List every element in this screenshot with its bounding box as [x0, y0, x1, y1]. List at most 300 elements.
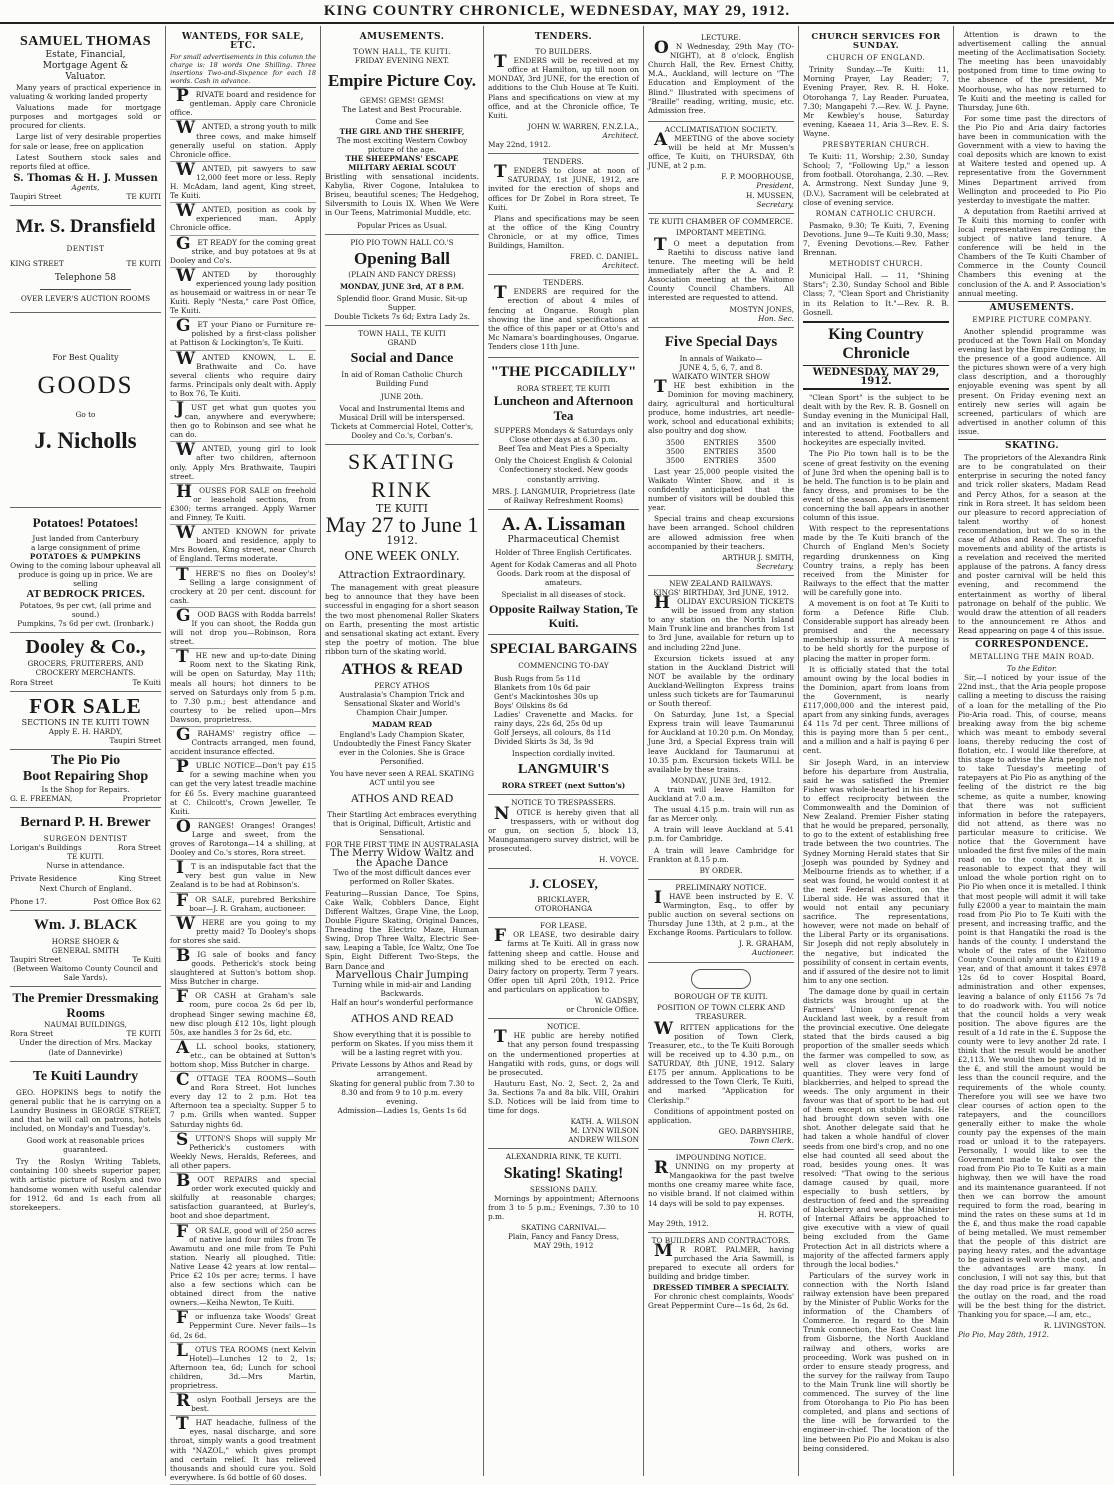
ad-text: Mornings by appointment; Afternoons from 3 to 5 p.m.; Evenings, 7.30 to 10 p.m. [488, 1193, 639, 1221]
ad-town: Te Kuiti [132, 677, 161, 687]
ad-text: TENDERS will be received at my office at Hamilton, up till noon on MONDAY, 3rd JUNE, for the erection of additions to the Club House at Te Kuiti. Plans and specifications on view at my office, and at the Chronicle office, Te Kuiti. [488, 52, 639, 120]
ad-line: MONDAY, JUNE 3rd, 1912. [670, 775, 772, 785]
ad-name: MOSTYN JONES, [729, 304, 794, 314]
classified-ad: GET your Piano or Furniture re-polished by a first-class polisher at Pattison & Lockington's, Te Kuiti. [170, 320, 316, 350]
ad-empire-pictures [325, 44, 479, 235]
ad-line: Rora Street [10, 1029, 54, 1039]
ad-line: PRELIMINARY NOTICE. [675, 882, 767, 892]
classified-ad: FOR CASH at Graham's sale room, pure cocoa 2s 6d per lb, drophead Singer sewing machine £8, new disc plough £12 10s, light plough 50s, axe handles 3 for 2s 6d, etc. [170, 991, 316, 1039]
ad-line: TENDERS. [543, 278, 584, 288]
ad-text: The management with great pleasure beg to announce that they have been successful in engaging for a short season the two most phenomenal Roller Skaters on Earth, presenting the most artistic and sensational skating act extant. Every step the poetry of motion. The blue ribbon turn of the skating world. [325, 583, 479, 656]
classified-ad: SUTTON'S Shops will supply Mr Petherick's customers with Weekly News, Heralds, Referees, and all other papers. [170, 1134, 316, 1173]
section-heading: CORRESPONDENCE. [958, 638, 1106, 650]
ad-dressmaking [10, 987, 161, 1061]
church-text: Municipal Hall. — 11, "Shining Stars"; 2.30, Sunday School and Bible Class; 7, "Clean Sport and Christianity in its Relation to It."—Rev. R. B. Gosnell. [803, 271, 949, 317]
ad-line: Specialist in all diseases of stock. [501, 590, 626, 600]
ad-title: FOR SALE [29, 693, 142, 718]
ad-line: Taupiri Street [10, 954, 62, 964]
entries-cell: ENTRIES [703, 446, 739, 456]
ad-line: Come and See [375, 117, 429, 127]
ad-name: ANDREW WILSON [568, 1135, 639, 1145]
ad-date: May 22nd, 1912. [488, 140, 551, 150]
ad-text: Special trains and cheap excursions have been arranged. School children are allowed admission free when accompanied by their teachers. [648, 514, 794, 551]
ad-brewer [10, 808, 161, 911]
classified-ad: BIG sale of books and fancy goods. Petherick's stock being slaughtered at Sutton's bottom shop. Miss Butcher in charge. [170, 950, 316, 989]
ad-line: Holder of Three English Certificates. [495, 547, 632, 557]
ad-line: BRICKLAYER, [537, 895, 590, 905]
ad-role: President, [756, 181, 794, 191]
ad-role: Architect. [602, 130, 639, 140]
ad-tender-builders [488, 44, 639, 154]
ad-name: G. E. FREEMAN, [10, 794, 73, 803]
letter-salutation: To the Editor. [1007, 664, 1057, 674]
subheading: EMPIRE PICTURE COMPANY. [972, 315, 1092, 324]
ad-line: Post Office Box 62 [93, 896, 161, 906]
ad-line: Good work at reasonable prices guaranteed. [26, 1136, 145, 1155]
column-1 [6, 26, 166, 1476]
ad-line: POTATOES & PUMPKINS [29, 551, 142, 561]
editorial-paragraph: It is officially stated that the total amount owing by the local bodies in the Dominion, apart from loans from the Government, is nearly £117,000,000 and the interest paid, apart from any sinking funds, averages £4 11s 7d per cent. Three millions of this is paying more than 5 per cent., and a million and a half is paying 6 per cent. [803, 664, 949, 756]
ad-line: ACCLIMATISATION SOCIETY. [664, 124, 778, 134]
news-paragraph: For some time past the directors of the Pio Pio and Aria dairy factories have been in communication with the Government with a view to having the coal deposits which are known to exist at Waitere tested and opened up. A representative from the Government Mines Department arrived from Wellington and proceeded to Pio Pio yesterday to investigate the matter. [958, 113, 1106, 205]
ad-line: Mortgage Agent & [42, 61, 129, 71]
ad-line: JUNE 20th. [380, 391, 424, 401]
editorial-paragraph: The damage done by quail in certain districts was brought up at the Farmers' Union conference at Auckland last week, by a result from the provincial executive. One delegate stated that the birds caused a big proportion of the smaller seeds which the farmer was compelled to sow, as well as clover leaves in large quantities. They were very fond of blackberries, and helped to spread the weeds. The only argument in their favour was that of sport to be had out of them except on stubble lands. He had brought down seven with one shot. Another delegate said that he had taken a whole handful of clover seeds from one bird's crop, and no one else had counted all seed about the road, besides young ones. It was resolved: "That owing to the serious damage caused by quail, more especially to bush settlers, by destruction of feed and the spreading of blackberry and weeds, the Minister of Internal Affairs be approached to give executive with a view of quail being excluded from the Game Protection Act in all districts where a majority of the affected farmers apply through the local bodies." [803, 986, 949, 1269]
ad-line: Beef Tea and Meat Pies a Specialty [498, 444, 629, 454]
ad-line: TOWN HALL, TE KUITI. [353, 47, 451, 57]
ad-line: Lorigan's Buildings [10, 843, 82, 853]
classified-ad: WHERE are you going to my pretty maid? To Dooley's shops for stores she said. [170, 918, 316, 948]
ad-text: Featuring—Russian Dance, Toe Spins, Cake Walk, Cobblers Dance, Eight Different Waltzes, Grape Vine, the Loop, Double Figure Skating, Original Dances, Threading the Electric Maze, Human Swing, Drop Three Waltz, Electric See-saw, Leaping a Table, Ice Waltz, One Toe Spin, Eight Different Two-Steps, the Barn Dance and [325, 888, 479, 971]
ad-line: Agent for Kodak Cameras and all Photo Goods. Dark room at the disposal of amateurs. [490, 560, 637, 588]
ad-text: Excursion tickets issued at any station in the Auckland District will NOT be available by the ordinary Auckland-Wellington Express trains unless such tickets are for Taumarunui or South thereof. [648, 653, 794, 709]
ad-line: TENDERS. [543, 157, 584, 167]
ad-line: MILITARY AERIAL SCOUT [348, 162, 456, 172]
ad-nicholls [10, 313, 161, 508]
ad-line: DRESSED TIMBER A SPECIALTY. [652, 1283, 790, 1293]
classified-ad: ALL school books, stationery, etc., can be obtained at Sutton's bottom shop. Miss Butcher in charge. [170, 1042, 316, 1072]
classified-ad: WANTED, position as cook by experienced man. Apply Chronicle office. [170, 205, 316, 235]
ad-dransfield [10, 206, 161, 312]
ad-text: TENDERS are required for the erection of about 4 miles of fencing at Ongarue. Rough plan showing the line and specifications at the office of this paper or at Otto's and Mc Namara's boardinghouses, Ongarue. Tenders close 11th June. [488, 283, 639, 351]
ad-name: ARTHUR J. SMITH, [722, 552, 794, 562]
ad-text: GEO. HOPKINS begs to notify the general public that he is carrying on a Laundry Business in GEORGE STREET, and that he will call on patrons, hotels included, on Monday's and Tuesday's. [10, 1087, 161, 1133]
ad-title: Empire Picture Coy. [327, 71, 477, 91]
ad-line: HORSE SHOER & [51, 936, 120, 946]
ad-preliminary [648, 880, 794, 963]
classified-ad: GOOD BAGS with Rodda barrels! If you can shoot, the Rodda gun will not drop you—Robinson, Rora street. [170, 610, 316, 649]
ad-line: 1912. [386, 534, 418, 548]
classified-ad: FOR SALE, purebred Berkshire boar—J. R. Graham, auctioneer. [170, 895, 316, 916]
ad-line: a large consignment of prime [30, 542, 141, 552]
church-text: Te Kuiti: 11, Worship; 2.30, Sunday School; 7, "Following Up," a lesson from football. Otorohanga, 2.30. —Rev. A. Armstrong. Next Sunday June 9, (D.V.), Sacrament will be celebrated at close of evening service. [803, 152, 949, 207]
column-6-editorial [799, 26, 954, 1476]
ad-role: Town Clerk. [749, 1135, 794, 1145]
ad-title: Potatoes! Potatoes! [32, 514, 139, 530]
news-paragraphs [958, 30, 1106, 298]
ad-piccadilly [488, 358, 639, 510]
news-paragraph: A deputation from Raetihi arrived at Te Kuiti this morning to confer with local representatives regarding the subject of native land tenure. A conference will be held in the Chambers of the Te Kuiti Chamber of Commerce in the County Council Chambers this evening at the conclusion of the A. and P. Association's annual meeting. [958, 206, 1106, 298]
ad-railways [648, 576, 794, 880]
ad-text: THE best exhibition in the Dominion for moving machinery, dairy, agricultural and horticultural produce, home industries, art needle-work, school and educational exhibits; also poultry and dog show. [648, 377, 794, 436]
ad-line: Marvellous Chair Jumping [335, 969, 469, 981]
ad-builders-contractors [648, 1233, 794, 1317]
column-7-correspondence [954, 26, 1110, 1476]
church-name: PRESBYTERIAN CHURCH. [822, 141, 930, 150]
ad-line: RORA STREET, TE KUITI [516, 384, 611, 393]
ad-title: Bernard P. H. Brewer [20, 815, 151, 831]
bargain-item: Gent's Mackintoshes 30s up [494, 691, 599, 701]
editorial-paragraph: Particulars of the survey work in connection with the North Island railway extension have been prepared by the Minister of Public Works for the information of the Chambers of Commerce. In regard to the Main Trunk connection, the East Coast line from Gisborne, the North Auckland railway and others, works are proceeding. Work was pushed on in order to ensure steady progress, and the survey for the railway from Taupo to the Main Trunk line will shortly be commenced. The survey of the line from Otorohanga to Pio Pio has been completed, and plans and sections of the line will be forwarded to the engineer-in-chief. The location of the line between Pio Pio and Mokau is also being considered. [803, 1270, 949, 1453]
ad-line: THE SHEEPMANS' ESCAPE [345, 153, 459, 163]
ad-text: A train will leave Hamilton for Auckland at 7.0 a.m. [648, 784, 794, 804]
ad-line: BY ORDER. [699, 865, 743, 875]
classified-ad: THERE'S no flies on Dooley's! Selling a large consignment of crockery at 20 per cent. discount for cash. [170, 569, 316, 608]
ad-line: Just landed from Canterbury [32, 533, 139, 543]
ad-line: Owing to the coming labour upheaval all produce is going up in price. We are selling [10, 560, 161, 588]
ad-line: Tickets at Commercial Hotel, Cotter's, Dooley and Co.'s, Corban's. [330, 421, 474, 440]
ad-text: AMEETING of the above society will be held at Mr Mussen's office, Te Kuiti, on THURSDAY, 6th JUNE, at 2 p.m. [648, 129, 794, 171]
ad-name: H. ROTH, [757, 1209, 794, 1219]
section-heading: WANTEDS, FOR SALE, ETC. [181, 32, 305, 52]
letter-signature: R. LIVINGSTON. [1043, 1320, 1106, 1330]
classified-ad: JUST get what gun quotes you can, anywhere and everywhere; then go to Robinson and see what he can do. [170, 403, 316, 442]
ad-line: GENERAL SMITH [51, 945, 120, 955]
ad-line: BOROUGH OF TE KUITI. [674, 991, 768, 1001]
ad-trespassers [488, 795, 639, 869]
entries-cell: 3500 [757, 437, 776, 447]
editorial-paragraph: "Clean Sport" is the subject to be dealt with by the Rev. R. B. Gosnell on Sunday evening in the Municipal Hall, and an invitation is extended to all interested to attend. Footballers and hockeyites are especially invited. [803, 392, 949, 448]
ad-title: SPECIAL BARGAINS [489, 641, 638, 658]
ad-black [10, 911, 161, 987]
ad-text: For chronic chest complaints, Woods' Great Peppermint Cure—1s 6d, 2s 6d. [648, 1292, 794, 1311]
section-heading: CHURCH SERVICES FOR SUNDAY. [811, 32, 941, 52]
article-text: Another splendid programme was produced at the Town Hall on Monday evening last by the Empire Company, in the presence of a good audience. All the pictures shown were of a very high class description, and a thoroughly enjoyable evening was spent by all present. On Friday evening next an entirely new series will again be screened, particulars of which are advertised in another column of this issue. [958, 326, 1106, 436]
ad-text: Large list of very desirable properties for sale or lease, free on application [10, 132, 161, 151]
ad-text: HOLIDAY EXCURSION TICKETS will be issued from any station to any station on the North Island Main Trunk line and branches from 1st to 3rd June, available for return up to and including 22nd June. [648, 593, 794, 652]
section-heading: AMUSEMENTS. [359, 32, 445, 42]
ad-line: Phone 17. [10, 896, 47, 906]
ad-line: In aid of Roman Catholic Church Building Fund [341, 370, 463, 389]
classified-ad: LOTUS TEA ROOMS (next Kelvin Hotel)—Lunches 12 to 2, 1s; Afternoon tea, 6d; Lunch for school children, 3d.—Mrs Martin, proprietress. [170, 1345, 316, 1393]
ad-line: TE KUITI [376, 502, 428, 515]
ad-name: J. Nicholls [34, 427, 137, 453]
entries-cell: 3500 [666, 446, 685, 456]
ad-dooley [10, 633, 161, 691]
classified-ad: BOOT REPAIRS and special order work executed quickly and skilfully at reasonable charges; satisfaction guaranteed, at Burley's, boot and shoe department. [170, 1175, 316, 1223]
ad-name: H. VOYCE. [598, 855, 639, 864]
ad-name: W. GADSBY, [594, 996, 639, 1006]
classified-ad: THAT headache, fullness of the eyes, nasal discharge, and sore throat, simply wants a good treatment with "NAZOL," which gives prompt and certain relief. It has relieved thousands and should cure you. Sold everywhere. Is 6d bottle of 60 doses. [170, 1418, 316, 1485]
ad-text: TENDERS to close at noon of SATURDAY, 1st JUNE, 1912, are invited for the erection of shops and offices for Dr Zobel in Rora street, Te Kuiti. [488, 162, 639, 212]
ad-role: Auctioneer. [751, 948, 794, 958]
classified-ad: HOUSES FOR SALE on freehold or leasehold sections, from £300; terms arranged. Apply Warner and Finney, Te Kuiti. [170, 486, 316, 525]
column-5-notices [644, 26, 799, 1476]
ad-line: JUNE 4, 5, 6, 7, and 8. [679, 362, 763, 372]
classified-ad: WANTED KNOWN for private board and residence, apply to Mrs Bowden, King street, near Church of England. Terms moderate. [170, 527, 316, 566]
ad-title: The Premier Dressmaking [12, 990, 159, 1006]
ad-text: Bristling with sensational incidents. Kabylia, River Cogone, Intalukea to Briseu, beautiful scenes; The Hedgehog, Silversmith to Louis IX. When We Were in Our Teens, Matrimonial Muddle, etc. [325, 172, 479, 218]
ad-title: SKATING RINK [347, 449, 457, 502]
ad-tender-fencing [488, 275, 639, 358]
ad-text: A train will leave Auckland at 5.41 p.m. for Cambridge. [648, 825, 794, 844]
entries-list [666, 438, 776, 465]
ad-line: IMPOUNDING NOTICE. [675, 1153, 767, 1163]
ad-line: NAUMAI BUILDINGS, [44, 1020, 127, 1030]
ad-line: OTOROHANGA [534, 904, 593, 914]
ad-title: Skating! Skating! [503, 1164, 624, 1182]
ad-title: Opening Ball [354, 248, 450, 268]
ad-line: Nurse in attendance. [46, 861, 125, 871]
classified-ad: WANTED, pit sawyers to saw 12,000 feet more or less. Reply H. McAdam, land agent, King street, Te Kuiti. [170, 164, 316, 203]
ad-title: Boot Repairing Shop [22, 768, 149, 784]
ad-line: King Street [118, 874, 161, 884]
ad-text: A train will leave Cambridge for Frankton at 8.15 p.m. [648, 845, 794, 864]
ad-chamber-commerce [648, 214, 794, 328]
classified-ad: COTTAGE TEA ROOMS—South and Rora Street. Hot lunches every day 12 to 2 p.m. Hot tea Afternoon tea a specialty. Supper 5 to 7 p.m. Grills when wanted. Supper Saturday nights 6d. [170, 1074, 316, 1132]
masthead: KING COUNTRY CHRONICLE, WEDNESDAY, MAY 29, 1912. [0, 0, 1114, 24]
column-2-wanteds [166, 26, 321, 1482]
ad-line: Pharmaceutical Chemist [507, 534, 620, 545]
ad-address: KING STREET [10, 259, 64, 269]
ad-line: SKATING CARNIVAL— [520, 1222, 607, 1232]
classified-ad: PRIVATE board and residence for gentleman. Apply care Chronicle office. [170, 90, 316, 120]
ad-lissaman [488, 510, 639, 636]
entries-cell: ENTRIES [703, 455, 739, 465]
ad-name: FRED. C. DANIEL. [570, 252, 639, 262]
ad-line: Plain, Fancy and Fancy Dress, [507, 1232, 620, 1241]
ad-address: Rora Street [10, 677, 54, 687]
ad-line: TOWN HALL, TE KUITI [358, 329, 446, 339]
news-paragraph: Attention is drawn to the advertisement calling the annual meeting of the Acclimatisation Society. The meeting has been unavoidably postponed from time to time owing to the absence of the president, Mr Moorhouse, who has now returned to Te Kuiti and the meeting is called for Thursday, June 6th. [958, 30, 1106, 112]
ad-name: H. MUSSEN, [745, 190, 794, 200]
ad-text: WRITTEN applications for the position of Town Clerk, Treasurer, etc., to the Te Kuiti Borough will be received up to 4.30 p.m., on SATURDAY, 8th JUNE, 1912. Salary £175 per annum. Applications to be addressed to the Town Clerk, Te Kuiti, and marked "Application for Clerkship." [648, 1018, 794, 1105]
ad-role: Secretary. [756, 561, 794, 571]
ad-acclimatisation [648, 122, 794, 214]
ad-line: NEW ZEALAND RAILWAYS. [669, 578, 773, 588]
ad-line: For Best Quality [52, 352, 119, 362]
ad-line: CROCKERY MERCHANTS. [35, 668, 136, 678]
ad-title: Dooley & Co., [25, 636, 146, 659]
ad-winter-show [648, 328, 794, 576]
subheading: METALLING THE MAIN ROAD. [969, 653, 1095, 662]
ad-line: PIO PIO TOWN HALL CO.'S [350, 237, 454, 247]
ad-line: You have never seen A REAL SKATING ACT until you see [330, 768, 474, 787]
section-heading: AMUSEMENTS. [958, 301, 1106, 313]
ad-name: KATH. A. WILSON [570, 1117, 639, 1127]
ad-line: Attraction Extraordinary. [338, 570, 466, 582]
ad-skating-rink [325, 445, 479, 1119]
ad-samuel-thomas [10, 30, 161, 206]
ad-line: The Latest and Best Procurable. [342, 105, 462, 115]
ad-line: Admission—Ladies 1s, Gents 1s 6d [337, 1105, 467, 1115]
ad-name: M. LYNN WILSON [570, 1126, 639, 1136]
ad-line: SECTIONS IN TE KUITI TOWN [21, 717, 150, 727]
section-heading: TENDERS. [534, 32, 593, 42]
ad-title: Te Kuiti Laundry [32, 1068, 139, 1084]
entries-cell: 3500 [757, 446, 776, 456]
ad-line: ATHOS AND READ [350, 1011, 454, 1026]
ad-date: May 29th, 1912. [648, 1218, 709, 1228]
rates-note: For small advertisements in this column the charge is: 18 words One Shilling. Three insertions Two-and-Sixpence for each 18 words. Cash in advance. [170, 53, 316, 88]
editorial-paragraph: With respect to the representations made by the Te Kuiti branch of the Church of England Men's Society regarding drunkenness on King Country trains, a reply has been received from the Minister for Railways to the effect that the matter will be carefully gone into. [803, 524, 949, 597]
ad-opening-ball [325, 235, 479, 327]
ad-line: Next Church of England. [39, 883, 132, 893]
ad-line: TE KUITI [126, 1029, 161, 1039]
ad-title: Social and Dance [350, 351, 454, 367]
newspaper-columns [6, 26, 1110, 1482]
bargain-item: Ladies' Cravenette and Macks. for rainy days, 22s 6d, 25s 0d up [494, 709, 633, 728]
ad-line: Pumpkins, 7s 6d per cwt. (Ironbark.) [17, 619, 154, 629]
classified-ad: ORANGES! Oranges! Oranges! Large and sweet, from the groves of Rarotonga—14 a shilling, at Dooley and Co.'s stores, Rora street. [170, 821, 316, 860]
ad-line: Under the direction of Mrs. Mackay (late of Dannevirke) [18, 1038, 153, 1057]
ad-for-lease [488, 918, 639, 1019]
ad-line: Their Startling Act embraces everything that is Original, Difficult, Artistic and Sensational. [327, 810, 477, 838]
ad-line: GEMS! GEMS! GEMS! [359, 96, 445, 106]
ad-name: F. P. MOORHOUSE, [721, 172, 794, 182]
ad-line: Inspection cordially invited. [511, 749, 616, 759]
ad-text: Last year 25,000 people visited the Waikato Winter Show, and it is confidently anticipated that the number of visitors will be doubled this year. [648, 466, 794, 513]
ad-potatoes [10, 508, 161, 634]
entries-row [666, 447, 776, 456]
church-text: Pasmako, 9.30; Te Kuiti, 7, Evening Devotions. June 9—Te Kuiti 9.30, Mass; 7, Evening Devotions.—Rev. Father Brennan. [803, 220, 949, 258]
ad-line: Double Tickets 7s 6d; Extra Lady 2s. [334, 312, 470, 322]
ad-line: The Merry Widow Waltz and the Apache Dance [329, 848, 475, 869]
ad-line: KINGS' BIRTHDAY, 3rd JUNE, 1912. [653, 587, 789, 597]
ad-line: GROCERS, FRUITERERS, AND [27, 659, 144, 669]
ad-line: Vocal and Instrumental Items and Musical Drill will be interspersed. [339, 403, 465, 422]
ad-text: Valuations made for mortgage purposes and mortgages sold or procured for clients. [10, 103, 161, 131]
ad-line: Australasia's Champion Trick and Sensational Skater and World's Champion Chair Jumper. [339, 690, 465, 718]
ad-line: NOTICE TO TRESPASSERS. [511, 798, 616, 808]
ad-line: FRIDAY EVENING NEXT. [354, 56, 450, 66]
ad-line: Estate, Financial, [45, 50, 126, 60]
ad-agents: S. Thomas & H. J. Mussen [13, 172, 158, 184]
column-4-tenders [484, 26, 644, 1476]
section-heading: SKATING. [958, 439, 1106, 451]
ad-line: Go to [75, 409, 96, 419]
ad-line: TO BUILDERS. [535, 47, 592, 57]
ad-text: TO meet a deputation from Raetihi to discuss native land tenure. The meeting will be held immediately after the A. and P. Association meeting at the Waitomo County Council Chambers. All interested are requested to attend. [648, 234, 794, 303]
ad-address: Taupiri Street [10, 192, 62, 202]
ad-role: or Chronicle Office. [566, 1005, 639, 1015]
church-name: ROMAN CATHOLIC CHURCH. [815, 209, 937, 218]
ad-name: J. R. GRAHAM, [738, 939, 794, 949]
ad-tender-shops [488, 154, 639, 275]
ad-title: "THE PICCADILLY" [490, 364, 637, 380]
ad-line: ONE WEEK ONLY. [344, 549, 460, 565]
ad-text: THE public are hereby notified that any person found trespassing on the undermentioned properties at Hangatiki with rods, guns, or dogs will be prosecuted. [488, 1027, 639, 1077]
entries-row [666, 438, 776, 447]
ad-role: Proprietor [122, 794, 161, 803]
entries-row [666, 456, 776, 465]
ad-line: Luncheon and Afternoon Tea [493, 393, 634, 424]
ad-line: FOR LEASE. [540, 921, 587, 931]
ad-line: OVER LEVER'S AUCTION ROOMS [20, 294, 151, 304]
ad-line: SUPPERS Mondays & Saturdays only [494, 426, 633, 436]
letter-text: Sir,—I noticed by your issue of the 22nd inst., that the Aria people propose calling a meeting to discuss the raising of a loan for the metalling of the Pio Pio-Aria road. This, of course, means breaking away from the big scheme which was meant to embody several loans, thereby reducing the cost of flotation, etc. I would like therefore, at this stage to advise the Aria people not to take Tuesday's meeting of ratepayers at Pio Pio as anything of the feeling of the district re the big scheme, as quite a number, knowing that there was not sufficient information in before the ratepayers, did not attend, as there was no particular measure to criticise. We notice that the Government have unloaded the first five miles of the main road on to the county, and it is reasonable to expect that they will unload the whole portion right on to Pio Pio when once it is metalled. I think that most people will admit it will take fully £2000 a year to maintain the main road from Pio Pio to Te Kuiti with the present, and increasing traffic, and the point is that Hangatiki the road is the hands of the county. I understand the whole of the rates of the Waitomo County Council only amount to £2119 a year, and of that amount it takes £978 12s 6d to cover Hospital Board, administration and other expenses, leaving a balance of only £1156 7s 7d to do roadwork with. You will notice that the council holds a very weak position. The above figures are the result of a 1d rate in the £. Suppose the county were to levy another 2d rate. I think that the result would be another £2,113. We would then be paying 1d in the £, and still the amount would be less than the council require, and the requirements of the whole county. Therefore you will see we have two clear courses of action open to the ratepayers, and the councillors generally either to make the whole county pay the expenses of the main road or unload it to the ratepayers. Personally, I would like to see the Government made to take over the road from Pio Pio to Te Kuiti as a main highway, then we will have the road and its maintenance guaranteed. If not then we can borrow the amount required to form the road, bearing in mind the rates on these sums at 1d in the £, and thus make the road capable of being metalled. We must remember that the people of this district are paying heavy rates, and the advantage to be gained is well worth the cost, and the advantages are many. In conclusion, I will not say this, but that the day road price is far greater than the outlay on the road, and the road will be the best thing for the district. Thanking you for space,—I am, etc., [958, 673, 1106, 1319]
ad-text: NOTICE is hereby given that all trespassers, with or without dog or gun, on section 5, block 13, Maungamangero survey district, will be prosecuted. [488, 803, 639, 853]
ad-title: The Pio Pio [50, 752, 121, 768]
ad-line: WAIKATO WINTER SHOW [671, 371, 771, 381]
ad-role: Architect. [602, 261, 639, 271]
ad-line: RORA STREET (next Sutton's) [501, 781, 626, 791]
ad-text: Plans and specifications may be seen at the office of the King Country Chronicle, or at my office, Times Buildings, Hamilton. [488, 213, 639, 250]
paper-date: WEDNESDAY, MAY 29, 1912. [803, 366, 949, 390]
ad-line: FOR THE FIRST TIME IN AUSTRALASIA [325, 840, 479, 850]
classified-ad: GRAHAMS' registry office — Contracts arranged, men found, accident insurance effected. [170, 729, 316, 759]
ad-text: Conditions of appointment posted on application. [648, 1106, 794, 1125]
ad-role: Secretary. [756, 199, 794, 209]
ad-title: ATHOS & READ [341, 661, 463, 679]
editorial-paragraphs [803, 393, 949, 1453]
ad-text: ON Wednesday, 29th May (TO-NIGHT), at 8 o'clock, English Church Hall, the Rev. Ernest Chitty, M.A., Auckland, will lecture on "The Education and Employment of the Blind." Illustrated with specimens of "Braille" reading, writing, music, etc. Admission free. [648, 38, 794, 115]
ad-line: POSITION OF TOWN CLERK AND TREASURER. [656, 1002, 786, 1021]
ad-laundry [10, 1062, 161, 1218]
ad-line: England's Lady Champion Skater, Undoubtedly the Finest Fancy Skater ever in the Colonies. She is Grace Personified. [332, 729, 472, 766]
ad-title: A. A. Lissaman [501, 513, 626, 535]
ad-line: Valuator. [65, 72, 106, 82]
ad-for-sale [10, 692, 161, 750]
classified-ad: WANTED, young girl to look after two children, afternoon only. Apply Mrs Brathwaite, Taupiri street. [170, 444, 316, 483]
ad-title: J. CLOSEY, [529, 876, 598, 892]
editorial-paragraph: A movement is on foot at Te Kuiti to form a Defence Rifle Club. Considerable support has already been promised and the necessary membership is assured. A meeting is to be held shortly for the purpose of placing the matter in proper form. [803, 598, 949, 663]
ad-line: NOTICE. [546, 1022, 581, 1032]
church-name: CHURCH OF ENGLAND. [826, 54, 926, 63]
ad-text: The usual 4.15 p.m. train will run as far as Mercer only. [648, 805, 794, 824]
bargain-item: Blankets from 10s 6d pair [494, 682, 591, 692]
ad-text: On Saturday, June 1st, a Special Express train will leave Taumarunui for Auckland at 10.20 p.m. On Monday, June 3rd, a Special Express train will leave Auckland for Taumarunui at 10.35 p.m. Excursion tickets WILL be available by these trains. [648, 710, 794, 774]
ad-line: Private Residence [10, 874, 77, 884]
ad-line: ATHOS AND READ [350, 791, 454, 806]
ad-text: FOR LEASE, two desirable dairy farms at Te Kuiti. All in grass now fattening sheep and cattle. House and milking shed to be erected on each. Dairy factory on property. Term 7 years. Offer open till April 20th, 1912. Price and particulars on application to [488, 926, 639, 994]
editorial-paragraph: Sir Joseph Ward, in an interview before his departure from Australia, said he was satisfied the Premier Fisher was whole-hearted in his desire to effect reciprocity between the Commonwealth and the Dominion of New Zealand. Premier Fisher stating that he would be prepared, personally, to go to the extent of establishing free trade between the two countries. The Sydney Morning Herald states that Sir Joseph was pounded by Sydney and Melbourne friends as to whether, if a seat was found, he would contest it at the next Federal election, on the Liberal side. He was assured that it would not entail any pecuniary sacrifice. The representations, however, were not made on behalf of the Liberal Party or its organisations. Sir Joseph did not reply absolutely in the negative, but indicated the possibility of consent in certain events, and if assured of the desire not to limit him to any one section. [803, 757, 949, 985]
ad-title: SAMUEL THOMAS [19, 34, 152, 49]
ad-line: COMMENCING TO-DAY [518, 661, 609, 671]
ad-phone: Telephone 58 [54, 273, 117, 284]
ad-line: Popular Prices as Usual. [356, 220, 448, 230]
ad-line: Opposite Railway Station, Te Kuiti. [489, 602, 638, 631]
classified-ad: GET READY for the coming great strike, and buy potatoes at 9s at Dooley and Co's. [170, 238, 316, 268]
ad-line: AT BEDROCK PRICES. [26, 588, 145, 601]
classified-ad: FOR SALE, good will of 250 acres of native land four miles from Te Awamutu and one mile from Te Puhi station. Nearly all ploughed. Title: Native Lease 42 years at low rental—Price £2 10s per acre; terms. I have also a few sections which can be obtained direct from the native owners.—Keiha Newton, Te Kuiti. [170, 1226, 316, 1311]
ad-title: LANGMUIR'S [517, 762, 609, 778]
ad-line: MAY 29th, 1912 [533, 1241, 594, 1251]
ad-text: IHAVE been instructed by E. V. Warmington, Esq., to offer by public auction on several sections on Thursday June 13th, at 2 p.m., at the Exchange Rooms. Particulars to follow. [648, 887, 794, 938]
ad-line: DENTIST [66, 244, 105, 254]
entries-cell: 3500 [666, 455, 685, 465]
ad-town: TE KUITI [126, 192, 161, 202]
ad-impounding [648, 1150, 794, 1233]
ad-name: JOHN W. WARREN, F.N.Z.I.A., [528, 121, 639, 131]
classified-ad: For influenza take Woods' Great Peppermint Cure. Never fails—1s 6d, 2s 6d. [170, 1312, 316, 1342]
bargain-item: Bush Rugs from 5s 11d [494, 673, 581, 683]
ad-line: (Between Waitomo County Council and Sale Yards). [13, 964, 158, 983]
ad-line: IMPORTANT MEETING. [675, 227, 767, 237]
ad-line: Close other days at 6.30 p.m. [509, 435, 618, 445]
ad-town: TE KUITI [126, 259, 161, 269]
ad-line: Private Lessons by Athos and Read by arrangement. [331, 1060, 473, 1079]
ad-special-bargains [488, 635, 639, 795]
ad-line: PERCY ATHOS [374, 681, 430, 691]
ad-line: Rora Street [117, 843, 161, 853]
classified-ad: WANTED KNOWN, L. E. Brathwaite and Co. have several clients who require dairy farms. Principals only dealt with. Apply to Box 76, Te Kuiti. [170, 353, 316, 401]
ad-title: GOODS [37, 371, 134, 399]
ad-line: MADAM READ [372, 720, 432, 730]
ad-line: GRAND [387, 338, 417, 348]
editorial-paragraph: The Pio Pio town hall is to be the scene of great festivity on the evening of June 3rd when the opening ball is to be held. The function is to be plain and fancy dress, and promises to be the event of the season. An advertisement concerning the ball appears in another column of this issue. [803, 449, 949, 523]
ad-text: RUNNING on my property at Mangaokiwa for the past twelve months one creamy maree white face, no visible brand. If not claimed within 14 days will be sold to pay expenses. [648, 1158, 794, 1208]
